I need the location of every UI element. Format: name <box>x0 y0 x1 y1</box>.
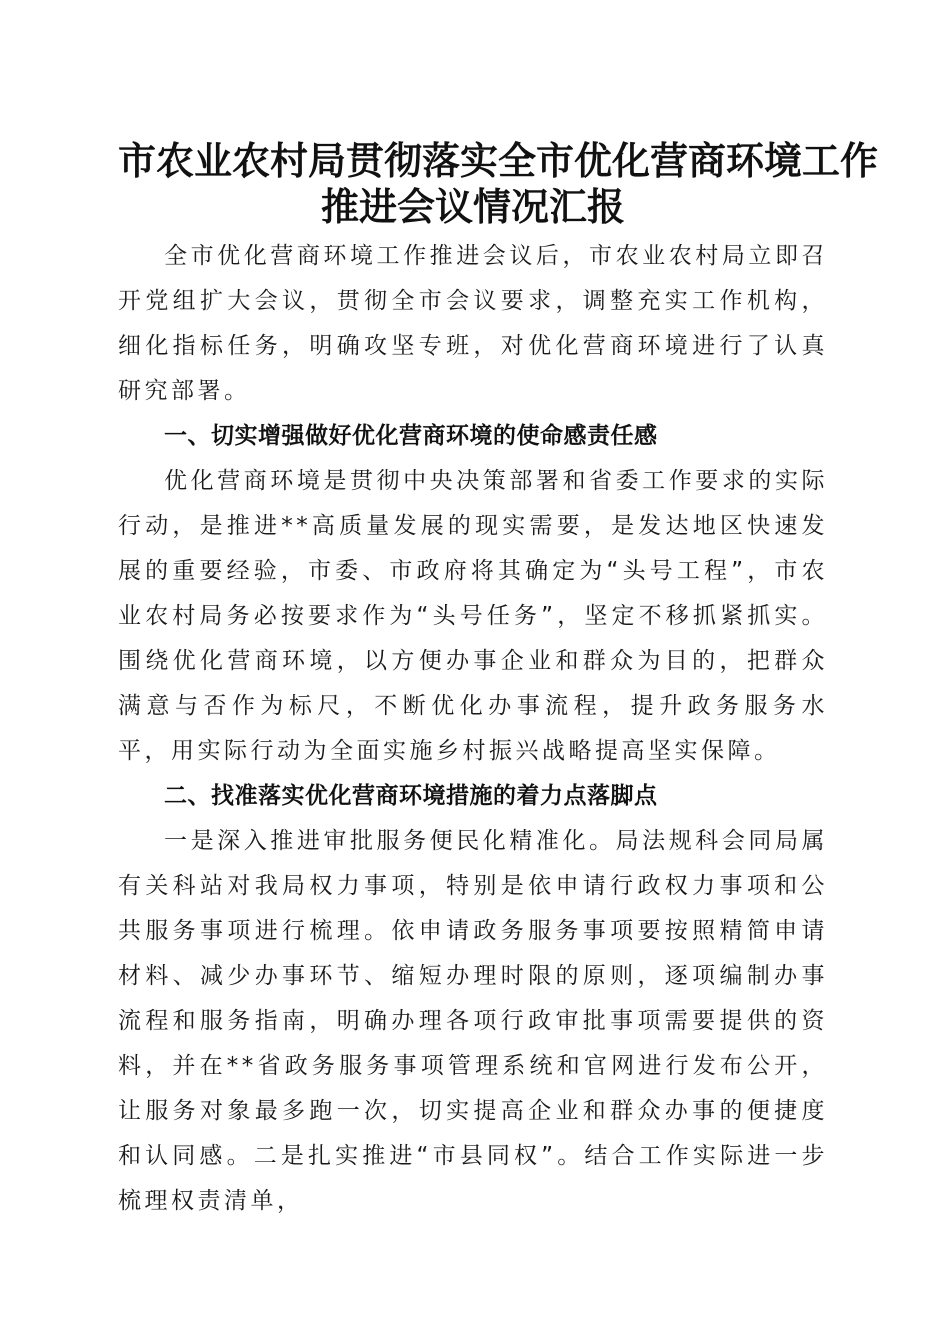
document-title <box>118 138 879 230</box>
section-2-paragraph: 一是深入推进审批服务便民化精准化。局法规科会同局属有关科站对我局权力事项，特别是依申请行政权力事项和公共服务事项进行梳理。依申请政务服务事项要按照精简申请材料、减少办事环节、缩短办理时限的原则，逐项编制办事流程和服务指南，明确办理各项行政审批事项需要提供的资料，并在**省政务服务事项管理系统和官网进行发布公开，让服务对象最多跑一次，切实提高企业和群众办事的便捷度和认同感。二是扎实推进“市县同权”。结合工作实际进一步梳理权责清单， <box>118 828 828 1214</box>
section-2-heading: 二、找准落实优化营商环境措施的着力点落脚点 <box>164 783 658 809</box>
title-line-1: 市农业农村局贯彻落实全市优化营商环境工作 <box>118 138 879 183</box>
section-1-paragraph: 优化营商环境是贯彻中央决策部署和省委工作要求的实际行动，是推进**高质量发展的现实需要，是发达地区快速发展的重要经验，市委、市政府将其确定为“头号工程”，市农业农村局务必按要求作为“头号任务”，坚定不移抓紧抓实。围绕优化营商环境，以方便办事企业和群众为目的，把群众满意与否作为标尺，不断优化办事流程，提升政务服务水平，用实际行动为全面实施乡村振兴战略提高坚实保障。 <box>118 468 828 764</box>
title-line-2: 推进会议情况汇报 <box>320 184 625 229</box>
section-1-heading: 一、切实增强做好优化营商环境的使命感责任感 <box>164 423 658 449</box>
intro-paragraph: 全市优化营商环境工作推进会议后，市农业农村局立即召开党组扩大会议，贯彻全市会议要求，调整充实工作机构，细化指标任务，明确攻坚专班，对优化营商环境进行了认真研究部署。 <box>118 243 828 404</box>
document-body <box>118 234 828 1224</box>
document-content <box>118 138 879 1224</box>
